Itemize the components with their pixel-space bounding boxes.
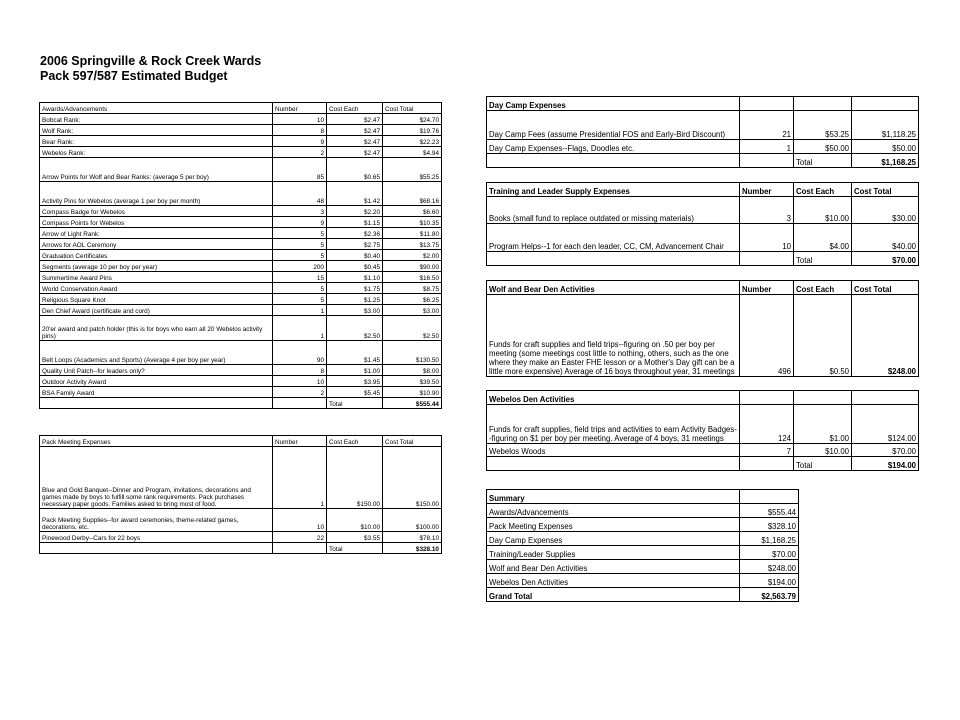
table-row — [40, 228, 442, 239]
cost-total-cell: $150.00 — [383, 447, 442, 509]
cost-each-cell: $1.25 — [327, 294, 383, 305]
empty-cell — [273, 398, 327, 409]
item-cell: Books (small fund to replace outdated or missing materials) — [487, 197, 740, 224]
number-cell: 9 — [273, 136, 327, 147]
cost-total-cell: $4.94 — [383, 147, 442, 158]
number-cell: 1 — [273, 305, 327, 316]
cost-total-cell: $8.75 — [383, 283, 442, 294]
cost-each-cell: $0.40 — [327, 250, 383, 261]
cost-each-cell: $53.25 — [794, 111, 852, 140]
table-row — [40, 114, 442, 125]
cost-each-cell: $0.50 — [794, 295, 852, 377]
empty-cell — [740, 490, 799, 504]
summary-row — [487, 532, 799, 546]
number-cell: 5 — [273, 239, 327, 250]
table-row — [487, 111, 919, 140]
number-cell: 10 — [273, 114, 327, 125]
cost-each-cell: $10.00 — [794, 444, 852, 457]
item-cell: Activity Pins for Webelos (average 1 per boy per month) — [40, 182, 273, 206]
total-value: $194.00 — [852, 457, 919, 471]
cost-each-cell: $3.95 — [327, 376, 383, 387]
cost-total-cell: $6.60 — [383, 206, 442, 217]
cost-total-cell: $3.00 — [383, 305, 442, 316]
item-cell: Arrows for AOL Ceremony — [40, 239, 273, 250]
item-cell: 20'er award and patch holder (this is for boys who earn all 20 Webelos activity pins) — [40, 316, 273, 341]
value-cell: $1,168.25 — [740, 532, 799, 546]
table-header-row — [487, 281, 919, 295]
cost-total-cell: $11.80 — [383, 228, 442, 239]
wolf-bear-table — [486, 280, 919, 377]
number-cell: 10 — [273, 376, 327, 387]
table-row — [40, 158, 442, 182]
header-cell: Cost Total — [852, 183, 919, 197]
value-cell: $555.44 — [740, 504, 799, 518]
cost-total-cell: $130.50 — [383, 341, 442, 365]
item-cell: Bobcat Rank: — [40, 114, 273, 125]
empty-cell — [740, 97, 794, 111]
header-cell: Number — [740, 183, 794, 197]
cost-total-cell: $248.00 — [852, 295, 919, 377]
table-row — [40, 182, 442, 206]
cost-each-cell: $0.45 — [327, 261, 383, 272]
number-cell: 5 — [273, 228, 327, 239]
cost-total-cell: $16.50 — [383, 272, 442, 283]
table-header-row — [487, 97, 919, 111]
item-cell: Compass Points for Webelos — [40, 217, 273, 228]
cost-total-cell: $6.25 — [383, 294, 442, 305]
number-cell: 124 — [740, 405, 794, 444]
item-cell: Den Chief Award (certificate and cord) — [40, 305, 273, 316]
empty-cell — [40, 543, 273, 554]
empty-cell — [852, 97, 919, 111]
item-cell: Arrow Points for Wolf and Bear Ranks: (average 5 per boy) — [40, 158, 273, 182]
item-cell: Arrow of Light Rank: — [40, 228, 273, 239]
summary-row — [487, 518, 799, 532]
cost-total-cell: $13.75 — [383, 239, 442, 250]
table-header-row — [40, 103, 442, 114]
cost-each-cell: $2.47 — [327, 114, 383, 125]
cost-total-cell: $68.16 — [383, 182, 442, 206]
number-cell: 48 — [273, 182, 327, 206]
grand-total-row — [487, 588, 799, 602]
cost-each-cell: $2.36 — [327, 228, 383, 239]
table-row — [40, 217, 442, 228]
item-cell: Program Helps--1 for each den leader, CC, CM, Advancement Chair — [487, 224, 740, 252]
cost-total-cell: $55.25 — [383, 158, 442, 182]
number-cell: 2 — [273, 387, 327, 398]
total-value: $555.44 — [383, 398, 442, 409]
cost-each-cell: $1.42 — [327, 182, 383, 206]
table-row — [40, 250, 442, 261]
cost-total-cell: $24.70 — [383, 114, 442, 125]
item-cell: Pack Meeting Supplies--for award ceremonies, theme-related games, decorations, etc. — [40, 509, 273, 532]
table-row — [40, 365, 442, 376]
header-cell: Training and Leader Supply Expenses — [487, 183, 740, 197]
empty-cell — [794, 391, 852, 405]
number-cell: 85 — [273, 158, 327, 182]
empty-cell — [852, 391, 919, 405]
item-cell: Webelos Den Activities — [487, 574, 740, 588]
header-cell: Wolf and Bear Den Activities — [487, 281, 740, 295]
table-header-row — [487, 391, 919, 405]
table-row — [487, 197, 919, 224]
table-row — [40, 509, 442, 532]
training-table — [486, 182, 919, 266]
header-cell: Number — [273, 103, 327, 114]
total-label: Total — [327, 398, 383, 409]
table-row — [40, 125, 442, 136]
item-cell: Belt Loops (Academics and Sports) (Average 4 per boy per year) — [40, 341, 273, 365]
cost-each-cell: $5.45 — [327, 387, 383, 398]
number-cell: 496 — [740, 295, 794, 377]
table-row — [40, 261, 442, 272]
number-cell: 7 — [740, 444, 794, 457]
empty-cell — [40, 398, 273, 409]
item-cell: Day Camp Expenses--Flags, Doodles etc. — [487, 140, 740, 154]
cost-each-cell: $1.00 — [327, 365, 383, 376]
header-cell: Cost Total — [383, 436, 442, 447]
summary-row — [487, 574, 799, 588]
item-cell: Quality Unit Patch--for leaders only? — [40, 365, 273, 376]
webelos-table — [486, 390, 919, 471]
number-cell: 10 — [740, 224, 794, 252]
header-cell: Cost Each — [327, 103, 383, 114]
value-cell: $248.00 — [740, 560, 799, 574]
number-cell: 1 — [273, 447, 327, 509]
table-row — [40, 272, 442, 283]
header-cell: Summary — [487, 490, 740, 504]
cost-each-cell: $10.00 — [794, 197, 852, 224]
table-row — [40, 341, 442, 365]
empty-cell — [273, 543, 327, 554]
cost-total-cell: $10.35 — [383, 217, 442, 228]
cost-total-cell: $1,118.25 — [852, 111, 919, 140]
item-cell: BSA Family Award — [40, 387, 273, 398]
cost-each-cell: $150.00 — [327, 447, 383, 509]
total-row — [40, 543, 442, 554]
table-row — [40, 147, 442, 158]
cost-each-cell: $1.15 — [327, 217, 383, 228]
summary-table — [486, 489, 799, 602]
cost-total-cell: $22.23 — [383, 136, 442, 147]
cost-total-cell: $100.00 — [383, 509, 442, 532]
header-cell: Cost Each — [794, 183, 852, 197]
cost-total-cell: $50.00 — [852, 140, 919, 154]
header-cell: Cost Total — [852, 281, 919, 295]
value-cell: $328.10 — [740, 518, 799, 532]
item-cell: Wolf Rank: — [40, 125, 273, 136]
total-value: $1,168.25 — [852, 154, 919, 168]
item-cell: Webelos Woods — [487, 444, 740, 457]
item-cell: Graduation Certificates — [40, 250, 273, 261]
page-title: 2006 Springville & Rock Creek Wards Pack 597/587 Estimated Budget — [40, 54, 262, 83]
cost-total-cell: $39.50 — [383, 376, 442, 387]
item-cell: Awards/Advancements — [487, 504, 740, 518]
cost-each-cell: $10.00 — [327, 509, 383, 532]
header-cell: Awards/Advancements — [40, 103, 273, 114]
total-label: Total — [794, 154, 852, 168]
number-cell: 22 — [273, 532, 327, 543]
item-cell: Pack Meeting Expenses — [487, 518, 740, 532]
item-cell: Outdoor Activity Award — [40, 376, 273, 387]
cost-each-cell: $2.47 — [327, 136, 383, 147]
number-cell: 90 — [273, 341, 327, 365]
total-row — [487, 457, 919, 471]
total-label: Total — [794, 457, 852, 471]
table-row — [487, 140, 919, 154]
item-cell: Religious Square Knot — [40, 294, 273, 305]
table-row — [40, 316, 442, 341]
item-cell: Pinewood Derby--Cars for 22 boys — [40, 532, 273, 543]
table-row — [487, 224, 919, 252]
number-cell: 1 — [740, 140, 794, 154]
number-cell: 10 — [273, 509, 327, 532]
cost-each-cell: $1.10 — [327, 272, 383, 283]
item-cell: Funds for craft supplies, field trips and activities to earn Activity Badges--figuring on $1 per boy per meeting. Average of 4 boys, 31 meetings — [487, 405, 740, 444]
value-cell: $70.00 — [740, 546, 799, 560]
cost-total-cell: $124.00 — [852, 405, 919, 444]
table-row — [40, 387, 442, 398]
summary-row — [487, 560, 799, 574]
number-cell: 200 — [273, 261, 327, 272]
day-camp-table — [486, 96, 919, 168]
cost-each-cell: $3.00 — [327, 305, 383, 316]
number-cell: 2 — [273, 147, 327, 158]
item-cell: Day Camp Expenses — [487, 532, 740, 546]
cost-total-cell: $2.00 — [383, 250, 442, 261]
table-row — [487, 405, 919, 444]
header-cell: Day Camp Expenses — [487, 97, 740, 111]
table-row — [40, 283, 442, 294]
number-cell: 3 — [273, 206, 327, 217]
table-row — [40, 376, 442, 387]
item-cell: Wolf and Bear Den Activities — [487, 560, 740, 574]
total-row — [487, 154, 919, 168]
item-cell: Summertime Award Pins — [40, 272, 273, 283]
header-cell: Number — [273, 436, 327, 447]
number-cell: 5 — [273, 250, 327, 261]
cost-each-cell: $2.50 — [327, 316, 383, 341]
cost-each-cell: $0.65 — [327, 158, 383, 182]
empty-cell — [487, 154, 740, 168]
header-cell: Webelos Den Activities — [487, 391, 740, 405]
item-cell: Segments (average 10 per boy per year) — [40, 261, 273, 272]
total-value: $328.10 — [383, 543, 442, 554]
pack-meeting-table — [39, 435, 442, 554]
empty-cell — [487, 252, 740, 266]
number-cell: 21 — [740, 111, 794, 140]
cost-total-cell: $70.00 — [852, 444, 919, 457]
grand-total-label: Grand Total — [487, 588, 740, 602]
empty-cell — [794, 97, 852, 111]
cost-each-cell: $2.47 — [327, 125, 383, 136]
table-row — [40, 447, 442, 509]
table-header-row — [487, 183, 919, 197]
table-row — [40, 136, 442, 147]
empty-cell — [487, 457, 740, 471]
table-row — [487, 444, 919, 457]
number-cell: 8 — [273, 365, 327, 376]
table-row — [40, 239, 442, 250]
table-row — [40, 206, 442, 217]
cost-total-cell: $19.76 — [383, 125, 442, 136]
cost-each-cell: $1.45 — [327, 341, 383, 365]
cost-each-cell: $2.47 — [327, 147, 383, 158]
cost-total-cell: $30.00 — [852, 197, 919, 224]
awards-table — [39, 102, 442, 409]
total-value: $70.00 — [852, 252, 919, 266]
cost-total-cell: $8.00 — [383, 365, 442, 376]
header-cell: Cost Total — [383, 103, 442, 114]
table-row — [487, 295, 919, 377]
grand-total-value: $2,563.79 — [740, 588, 799, 602]
item-cell: World Conservation Award — [40, 283, 273, 294]
number-cell: 8 — [273, 125, 327, 136]
total-label: Total — [794, 252, 852, 266]
cost-each-cell: $3.55 — [327, 532, 383, 543]
cost-each-cell: $4.00 — [794, 224, 852, 252]
item-cell: Training/Leader Supplies — [487, 546, 740, 560]
empty-cell — [740, 391, 794, 405]
table-header-row — [487, 490, 799, 504]
cost-total-cell: $10.90 — [383, 387, 442, 398]
number-cell: 5 — [273, 283, 327, 294]
number-cell: 1 — [273, 316, 327, 341]
empty-cell — [740, 457, 794, 471]
cost-total-cell: $40.00 — [852, 224, 919, 252]
number-cell: 15 — [273, 272, 327, 283]
summary-row — [487, 504, 799, 518]
value-cell: $194.00 — [740, 574, 799, 588]
cost-total-cell: $2.50 — [383, 316, 442, 341]
cost-each-cell: $1.75 — [327, 283, 383, 294]
total-row — [40, 398, 442, 409]
item-cell: Compass Badge for Webelos — [40, 206, 273, 217]
item-cell: Day Camp Fees (assume Presidential FOS and Early-Bird Discount) — [487, 111, 740, 140]
cost-total-cell: $90.00 — [383, 261, 442, 272]
header-cell: Cost Each — [327, 436, 383, 447]
cost-each-cell: $2.20 — [327, 206, 383, 217]
item-cell: Funds for craft supplies and field trips--figuring on .50 per boy per meeting (some meetings cost little to nothing, others, such as the one where they make an Easter FHE lesson or a Mother's Day gift can be a little more expensive) Average of 16 boys throughout year, 31 meetings — [487, 295, 740, 377]
header-cell: Pack Meeting Expenses — [40, 436, 273, 447]
table-row — [40, 294, 442, 305]
number-cell: 5 — [273, 294, 327, 305]
total-label: Total — [327, 543, 383, 554]
cost-total-cell: $78.10 — [383, 532, 442, 543]
cost-each-cell: $2.75 — [327, 239, 383, 250]
cost-each-cell: $50.00 — [794, 140, 852, 154]
total-row — [487, 252, 919, 266]
header-cell: Number — [740, 281, 794, 295]
cost-each-cell: $1.00 — [794, 405, 852, 444]
empty-cell — [740, 154, 794, 168]
number-cell: 3 — [740, 197, 794, 224]
table-row — [40, 305, 442, 316]
item-cell: Webelos Rank: — [40, 147, 273, 158]
number-cell: 9 — [273, 217, 327, 228]
header-cell: Cost Each — [794, 281, 852, 295]
item-cell: Bear Rank: — [40, 136, 273, 147]
table-row — [40, 532, 442, 543]
item-cell: Blue and Gold Banquet--Dinner and Program, invitations, decorations and games made by boys to fulfill some rank requirements. Pack purchases necessary paper goods. Families asked to bring most of food. — [40, 447, 273, 509]
table-header-row — [40, 436, 442, 447]
summary-row — [487, 546, 799, 560]
empty-cell — [740, 252, 794, 266]
